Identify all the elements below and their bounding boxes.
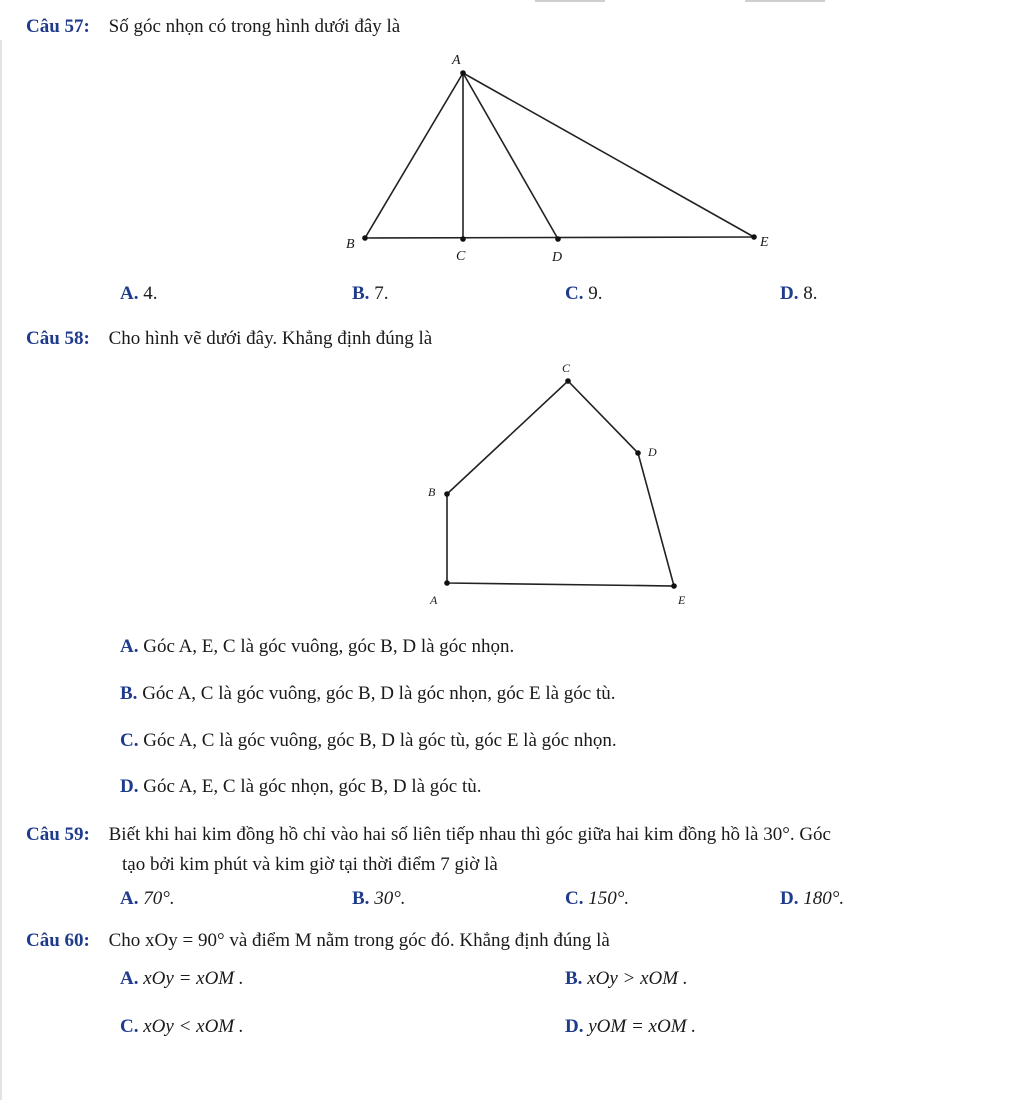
point-d <box>635 450 641 456</box>
label-b: B <box>346 237 355 252</box>
question-59-line2: tạo bởi kim phút và kim giờ tại thời điểm 7 giờ là <box>122 854 498 875</box>
q58-option-b[interactable]: B. Góc A, C là góc vuông, góc B, D là góc nhọn, góc E là góc tù. <box>120 683 616 704</box>
label-c: C <box>456 249 466 264</box>
q58-option-a[interactable]: A. Góc A, E, C là góc vuông, góc B, D là góc nhọn. <box>120 636 515 657</box>
q59-option-d[interactable]: D. 180°. <box>780 888 845 909</box>
figure-58 <box>410 356 710 616</box>
label-d: D <box>552 250 563 265</box>
polygon-abcdee <box>447 381 674 586</box>
point-b <box>362 235 368 241</box>
q58-option-d[interactable]: D. Góc A, E, C là góc nhọn, góc B, D là góc tù. <box>120 776 482 797</box>
segment-ad <box>463 73 558 239</box>
question-57 <box>26 16 400 38</box>
point-e <box>751 234 757 240</box>
q59-option-b[interactable]: B. 30°. <box>352 888 406 909</box>
q58-option-c[interactable]: C. Góc A, C là góc vuông, góc B, D là góc tù, góc E là góc nhọn. <box>120 730 617 751</box>
scan-edge-top-2 <box>745 0 825 2</box>
question-text: Cho xOy = 90° và điểm M nằm trong góc đó. Khẳng định đúng là <box>108 930 610 951</box>
segment-ab <box>365 73 463 238</box>
q60-option-a[interactable]: A. xOy = xOM . <box>120 968 244 989</box>
question-text-line1: Biết khi hai kim đồng hồ chỉ vào hai số liên tiếp nhau thì góc giữa hai kim đồng hồ là 30°. Góc <box>108 824 831 845</box>
segment-ae <box>463 73 754 237</box>
question-58 <box>26 328 432 350</box>
point-c <box>565 378 571 384</box>
question-text: Số góc nhọn có trong hình dưới đây là <box>108 16 401 37</box>
question-number: Câu 59: <box>26 824 90 845</box>
question-number: Câu 57: <box>26 16 90 37</box>
q59-option-c[interactable]: C. 150°. <box>565 888 630 909</box>
label-e: E <box>760 235 769 250</box>
question-60 <box>26 930 610 952</box>
q57-option-a[interactable]: A. 4. <box>120 283 158 304</box>
q59-option-a[interactable]: A. 70°. <box>120 888 175 909</box>
scan-edge-top-1 <box>535 0 605 2</box>
label-a: A <box>430 593 438 607</box>
q60-option-d[interactable]: D. yOM = xOM . <box>565 1016 697 1037</box>
question-number: Câu 58: <box>26 328 90 349</box>
point-c <box>460 236 466 242</box>
question-text: Cho hình vẽ dưới đây. Khẳng định đúng là <box>108 328 433 349</box>
q57-option-b[interactable]: B. 7. <box>352 283 389 304</box>
q57-option-d[interactable]: D. 8. <box>780 283 818 304</box>
label-e: E <box>678 593 686 607</box>
point-b <box>444 491 450 497</box>
point-a <box>444 580 450 586</box>
point-e <box>671 583 677 589</box>
figure-57 <box>330 48 810 268</box>
label-c: C <box>562 361 571 375</box>
point-d <box>555 236 561 242</box>
point-a <box>460 70 466 76</box>
question-number: Câu 60: <box>26 930 90 951</box>
label-d: D <box>648 445 657 459</box>
q57-option-c[interactable]: C. 9. <box>565 283 603 304</box>
question-59 <box>26 824 831 846</box>
q60-option-c[interactable]: C. xOy < xOM . <box>120 1016 244 1037</box>
q60-option-b[interactable]: B. xOy > xOM . <box>565 968 688 989</box>
label-a: A <box>452 53 461 68</box>
label-b: B <box>428 485 436 499</box>
scan-edge-left <box>0 40 2 1100</box>
